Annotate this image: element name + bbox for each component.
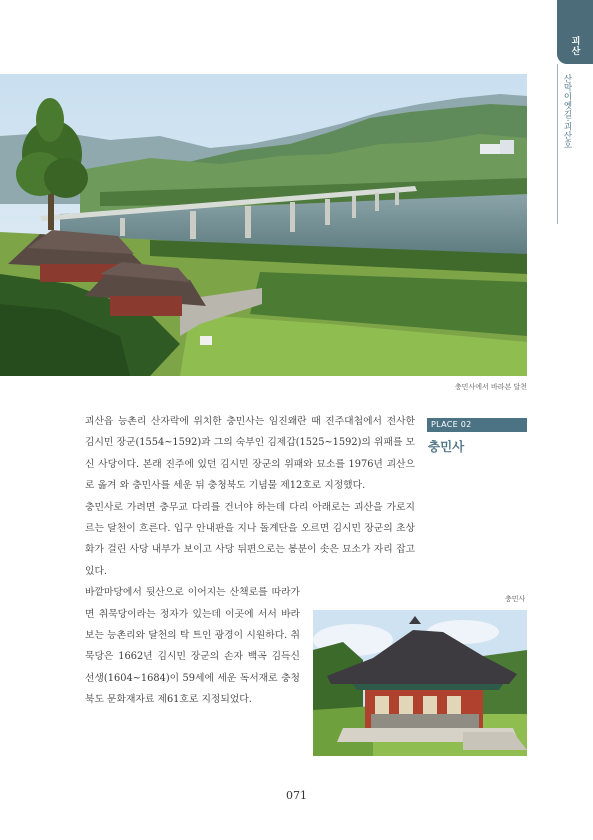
body-paragraph-3: 바깥마당에서 뒷산으로 이어지는 산책로를 따라가면 취묵당이라는 정자가 있는데 이곳에 서서 바라보는 능촌리와 달천의 탁 트인 광경이 시원하다. 취묵당은 1662년 김시민 장군의 손자 백곡 김득신 선생(1604~1684)이 59세에 세운 독서재로 충청북도 문화재자료 제61호로 지정되었다. — [85, 587, 300, 706]
body-paragraph-2: 충민사로 가려면 충무교 다리를 건너야 하는데 다리 아래로는 괴산을 가로지르는 달천이 흐른다. 입구 안내판을 지나 돌계단을 오르면 김시민 장군의 초상화가 걸린 사당 내부가 보이고 사당 뒤편으로는 봉분이 솟은 묘소가 자리 잡고 있다. — [85, 501, 415, 577]
body-paragraph-1: 괴산읍 능촌리 산자락에 위치한 충민사는 임진왜란 때 진주대첩에서 전사한 김시민 장군(1554~1592)과 그의 숙부인 김제갑(1525~1592)의 위패를 모신 사당이다. 본래 진주에 있던 김시민 장군의 위패와 묘소를 1976년 괴산으로 옮겨 와 충민사를 세운 뒤 충청북도 기념물 제12호로 지정했다. — [85, 416, 415, 492]
section-tab-label: 괴산 — [569, 36, 580, 56]
small-photo-caption: 충민사 — [505, 595, 526, 603]
place-tag: PLACE 02 — [427, 418, 527, 432]
place-name: 충민사 — [428, 439, 465, 454]
section-subtitle: 산막이옛길·괴산호 — [562, 74, 572, 150]
page-number: 071 — [286, 789, 307, 802]
section-divider-line — [557, 64, 558, 224]
shrine-photo — [313, 610, 527, 756]
top-landscape-photo — [0, 74, 527, 376]
top-photo-caption: 충민사에서 바라본 달천 — [454, 383, 527, 391]
section-tab — [557, 0, 593, 64]
